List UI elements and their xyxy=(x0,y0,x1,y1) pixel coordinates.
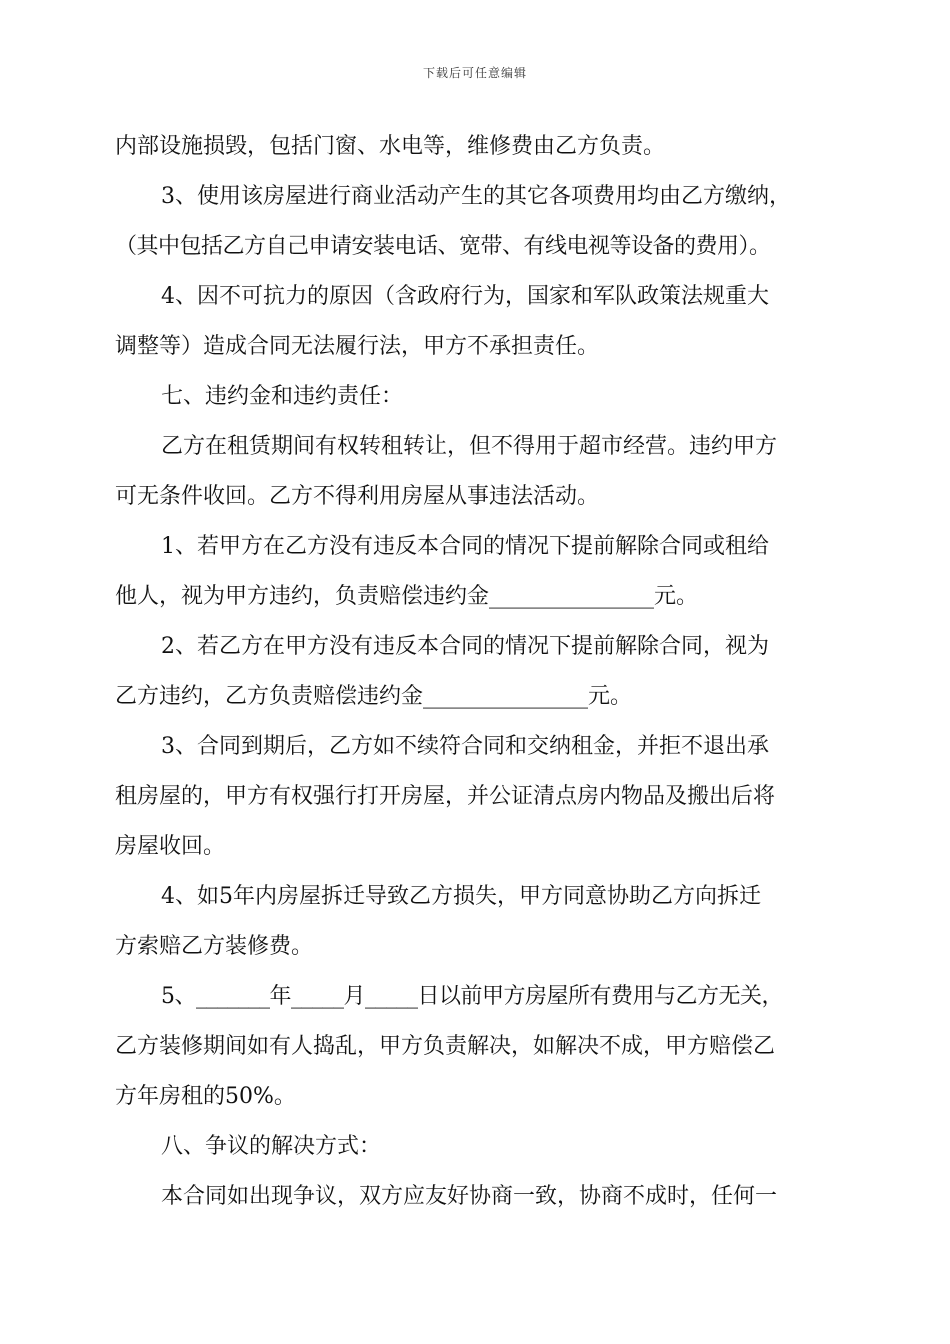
section-heading-7: 七、违约金和违约责任： xyxy=(161,384,404,409)
text-line: 乙方装修期间如有人捣乱，甲方负责解决，如解决不成，甲方赔偿乙 xyxy=(115,1034,776,1059)
text-line: 3、使用该房屋进行商业活动产生的其它各项费用均由乙方缴纳， xyxy=(161,184,791,209)
text-line: 可无条件收回。乙方不得利用房屋从事违法活动。 xyxy=(115,484,600,509)
text-line: （其中包括乙方自己申请安装电话、宽带、有线电视等设备的费用）。 xyxy=(115,234,771,259)
text-line: 方年房租的50%。 xyxy=(115,1084,296,1109)
text-line: 调整等）造成合同无法履行法，甲方不承担责任。 xyxy=(115,334,600,359)
text-line: 1、若甲方在乙方没有违反本合同的情况下提前解除合同或租给 xyxy=(161,534,769,559)
text-line: 3、合同到期后，乙方如不续符合同和交纳租金，并拒不退出承 xyxy=(161,734,769,759)
text-line: 房屋收回。 xyxy=(115,834,226,859)
text-line: 乙方在租赁期间有权转租转让，但不得用于超市经营。违约甲方 xyxy=(161,434,778,459)
text-line: 本合同如出现争议，双方应友好协商一致，协商不成时，任何一 xyxy=(161,1184,778,1209)
text-line: 5、_______年_____月_____日以前甲方房屋所有费用与乙方无关， xyxy=(161,984,783,1009)
page-header: 下载后可任意编辑 xyxy=(422,66,527,80)
text-line: 乙方违约，乙方负责赔偿违约金_______________元。 xyxy=(115,684,633,709)
text-line: 方索赔乙方装修费。 xyxy=(115,934,314,959)
text-line: 内部设施损毁，包括门窗、水电等，维修费由乙方负责。 xyxy=(115,134,666,159)
text-line: 2、若乙方在甲方没有违反本合同的情况下提前解除合同，视为 xyxy=(161,634,769,659)
section-heading-8: 八、争议的解决方式： xyxy=(161,1134,382,1159)
text-line: 租房屋的，甲方有权强行打开房屋，并公证清点房内物品及搬出后将 xyxy=(115,784,776,809)
text-line: 4、因不可抗力的原因（含政府行为，国家和军队政策法规重大 xyxy=(161,284,769,309)
text-line: 他人，视为甲方违约，负责赔偿违约金_______________元。 xyxy=(115,584,699,609)
text-line: 4、如5年内房屋拆迁导致乙方损失，甲方同意协助乙方向拆迁 xyxy=(161,884,761,909)
document-body xyxy=(115,122,850,1222)
